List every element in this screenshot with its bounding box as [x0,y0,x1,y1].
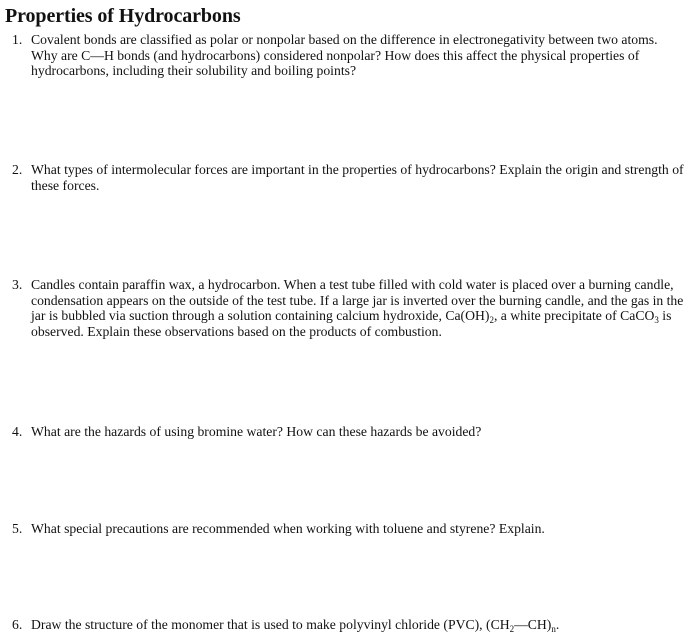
question-text-part: . [555,617,560,632]
question-text: What types of intermolecular forces are important in the properties of hydrocarbons? Explain the origin and strength of these forces. [31,162,684,193]
question-text-part: —CH) [514,617,552,632]
question-number: 2. [12,162,23,177]
question-4 [12,424,684,440]
question-3 [12,277,684,339]
question-text: What special precautions are recommended when working with toluene and styrene? Explain. [31,521,545,536]
subscript: 3 [654,315,659,325]
page-title: Properties of Hydrocarbons [5,5,241,27]
question-number: 4. [12,424,23,439]
subscript: n [551,624,556,634]
question-text [31,277,684,339]
question-5 [12,521,684,537]
question-text-part: Candles contain paraffin wax, a hydrocarbon. When a test tube filled with cold water is placed over a burning candle, condensation appears on the outside of the test tube. If a large jar is inverted over the burning candle, and the gas in the jar is bubbled via suction through a solution containing calcium hydroxide, Ca(OH) [31,277,684,323]
subscript: 2 [489,315,494,325]
subscript: 2 [509,624,515,634]
question-text: Covalent bonds are classified as polar or nonpolar based on the difference in electronegativity between two atoms. Why are C—H bonds (and hydrocarbons) considered nonpolar? How does this affect the physical properties of hydrocarbons, including their solubility and boiling points? [31,32,658,78]
question-number: 3. [12,277,23,292]
question-text [31,617,684,633]
question-text-part: , a white precipitate of CaCO [493,308,655,323]
question-6 [12,617,684,633]
question-text: What are the hazards of using bromine water? How can these hazards be avoided? [31,424,482,439]
question-text-part: Draw the structure of the monomer that is used to make polyvinyl chloride (PVC), (CH [31,617,510,632]
question-2 [12,162,684,193]
question-number: 6. [12,617,23,632]
question-1 [12,32,684,79]
question-number: 5. [12,521,23,536]
question-number: 1. [12,32,23,47]
question-text-part: is observed. Explain these observations based on the products of combustion. [31,308,672,339]
